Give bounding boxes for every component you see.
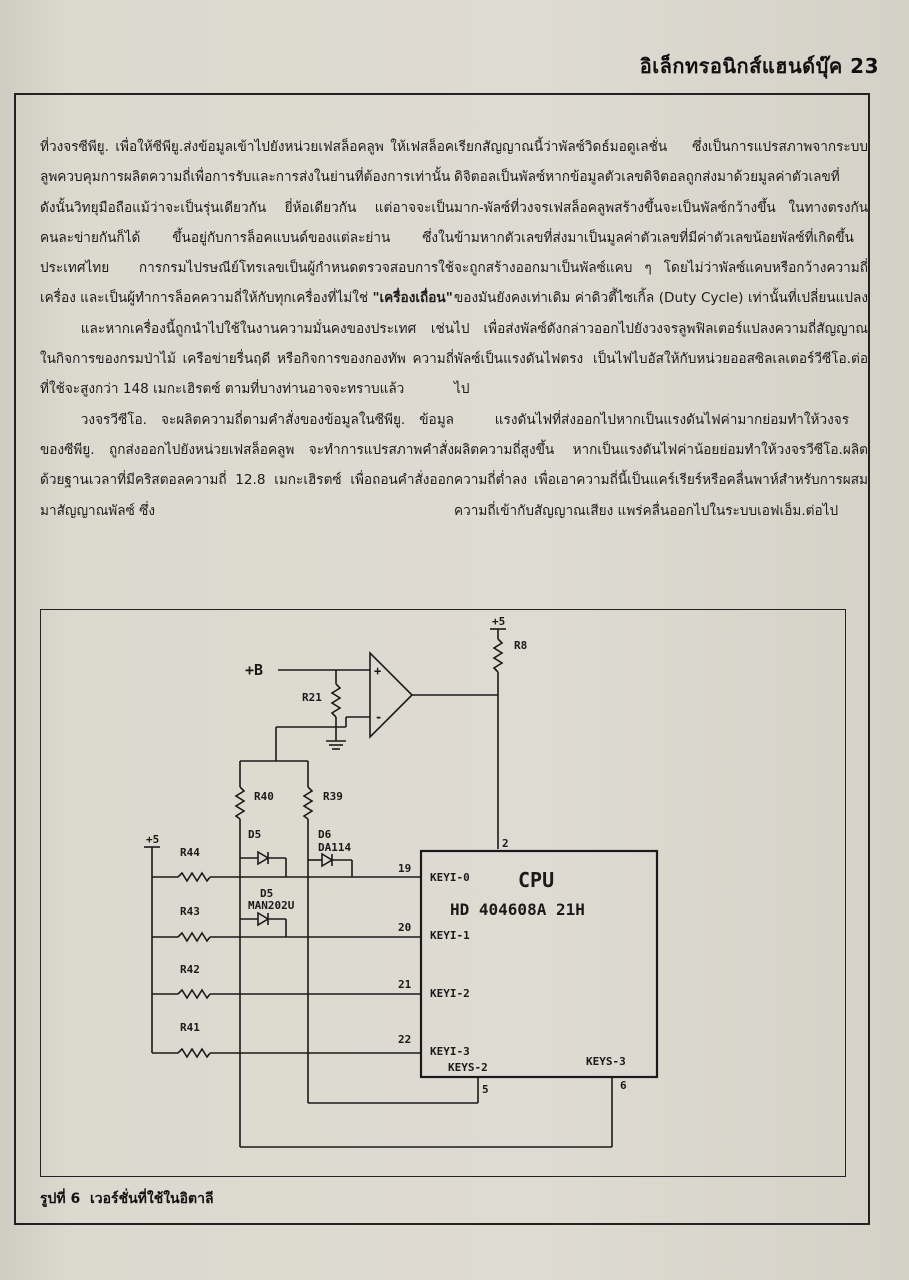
cpu-part-number: HD 404608A 21H — [450, 900, 585, 919]
paragraph-text: ที่วงจรซีพียู. เพื่อให้ซีพียู.ส่งข้อมูลเข้าไปยังหน่วยเฟสล็อคลูพ ให้เฟสล็อคลูพควบคุมการผลิตความถี่เพื่อการรับและการส่งในย่านที่ต้องการเท่านั้น ดังนั้นวิทยุมือถือแม้ว่าจะเป็นรุ่นเดียวกัน ยี่ห้อเดียวกัน แต่อาจจะเป็นคนละข่ายกันก็ได้ ขึ้นอยู่กับการล็อคแบนด์ของแต่ละย่าน ซึ่งในประเทศไทย การกรมไปรษณีย์โทรเลขเป็นผู้กำหนดตรวจสอบการใช้เครื่อง และเป็นผู้ทำการล็อคความถี่ให้กับทุกเครื่องที่ไม่ใช่ — [40, 139, 454, 307]
resistor-label-r42: R42 — [180, 963, 200, 976]
paragraph — [40, 132, 454, 314]
cpu-pin-keyi-2: KEYI-2 — [430, 987, 470, 1000]
supply-label-left: +5 — [146, 833, 160, 846]
opamp-plus-label: + — [374, 664, 382, 678]
pin-label-22: 22 — [398, 1033, 412, 1046]
resistor-label-r44: R44 — [180, 846, 200, 859]
circuit-schematic — [40, 609, 846, 1177]
emphasis-text: "เครื่องเถื่อน" — [372, 290, 453, 307]
pin-label-2: 2 — [502, 837, 509, 850]
pin-label-19: 19 — [398, 862, 412, 875]
resistor-label-r8: R8 — [514, 639, 528, 652]
pin-label-5: 5 — [482, 1083, 489, 1096]
opamp-minus-label: - — [375, 710, 383, 724]
cpu-pin-keys-2: KEYS-2 — [448, 1061, 488, 1074]
resistor-label-r40: R40 — [254, 790, 274, 803]
diode-part-man202u: MAN202U — [248, 899, 295, 912]
resistor-label-r21: R21 — [302, 691, 322, 704]
paragraph: แรงดันไฟที่ส่งออกไปหากเป็นแรงดันไฟค่ามากย่อมทำให้วงจรผลิตความถี่สูงขึ้น หากเป็นแรงดันไฟค่าน้อยย่อมทำให้วงจรวีซีโอ.ผลิตความถี่ต่ำลง เพื่อเอาความถี่นี้เป็นแคร์เรียร์หรือคลื่นพาห์สำหรับการผสมความถี่เข้ากับสัญญาณเสียง แพร่คลื่นออกไปในระบบเอฟเอ็ม.ต่อไป — [454, 411, 868, 519]
diode-label-d5: D5 — [248, 828, 262, 841]
resistor-label-r39: R39 — [323, 790, 343, 803]
figure-caption — [40, 1188, 214, 1210]
wiring — [144, 629, 657, 1147]
text-column-left — [40, 132, 454, 526]
text-column-right — [454, 132, 868, 526]
cpu-title: CPU — [518, 868, 555, 892]
cpu-pin-keys-3: KEYS-3 — [586, 1055, 626, 1068]
diode-part-da114: DA114 — [318, 841, 352, 854]
cpu-pin-keyi-1: KEYI-1 — [430, 929, 470, 942]
supply-label-top: +5 — [492, 615, 506, 628]
resistor-label-r41: R41 — [180, 1021, 200, 1034]
diode-label-d5-lower: D5 — [260, 887, 274, 900]
cpu-pin-keyi-0: KEYI-0 — [430, 871, 470, 884]
pin-label-6: 6 — [620, 1079, 627, 1092]
pin-label-21: 21 — [398, 978, 412, 991]
paragraph: เรียกสัญญาณนี้ว่าพัลซ์วิดธ์มอดูเลชั่น ซึ่งเป็นการแปรสภาพจากระบบดิจิตอลเป็นพัลซ์หากข้อมูลตัวเลขดิจิตอลถูกส่งมาด้วยมูลค่าตัวเลขที่มาก-พัลซ์ที่วงจรเฟสล็อคลูพสร้างขึ้นจะเป็นพัลซ์กว้างขึ้น ในทางตรงกันข้ามหากตัวเลขที่ส่งมาเป็นมูลค่าตัวเลขที่มีค่าตัวเลขน้อยพัลซ์ที่เกิดขึ้นจะถูกสร้างออกมาเป็นพัลซ์แคบ ๆ โดยไม่ว่าพัลซ์แคบหรือกว้างความถี่ของมันยังคงเท่าเดิม ค่าดิวตี้ไซเกิ้ล (Duty Cycle) เท่านั้นที่เปลี่ยนแปลงไป เพื่อส่งพัลซ์ดังกล่าวออกไปยังวงจรลูพฟิลเตอร์แปลงความถี่สัญญาณพัลซ์เป็นแรงดันไฟตรง เป็นไฟไบอัสให้กับหน่วยออสซิลเลเตอร์วีซีโอ.ต่อไป — [454, 139, 868, 398]
pin-label-20: 20 — [398, 921, 412, 934]
input-label-b: +B — [245, 661, 264, 679]
paragraph: และหากเครื่องนี้ถูกนำไปใช้ในงานความมั่นคงของประเทศ เช่นในกิจการของกรมป่าไม้ เครือข่ายรื่นฤดี หรือกิจการของกองทัพ ความถี่ที่ใช้จะสูงกว่า 148 เมกะเฮิรตซ์ ตามที่บางท่านอาจจะทราบแล้ว — [40, 320, 454, 398]
running-header: อิเล็กทรอนิกส์แฮนด์บุ๊ค 23 — [639, 54, 879, 78]
paragraph: วงจรวีซีโอ. จะผลิตความถี่ตามคำสั่งของข้อมูลในซีพียู. ข้อมูลของซีพียู. ถูกส่งออกไปยังหน่วยเฟสล็อคลูพ จะทำการแปรสภาพคำสั่งด้วยฐานเวลาที่มีคริสตอลความถี่ 12.8 เมกะเฮิรตซ์ เพื่อถอนคำสั่งออกมาสัญญาณพัลซ์ ซึ่ง — [40, 411, 454, 519]
cpu-pin-keyi-3: KEYI-3 — [430, 1045, 470, 1058]
caption-text: เวอร์ชั่นที่ใช้ในอิตาลี — [90, 1191, 214, 1207]
resistor-label-r43: R43 — [180, 905, 200, 918]
caption-label: รูปที่ 6 — [40, 1191, 81, 1207]
diode-label-d6: D6 — [318, 828, 332, 841]
